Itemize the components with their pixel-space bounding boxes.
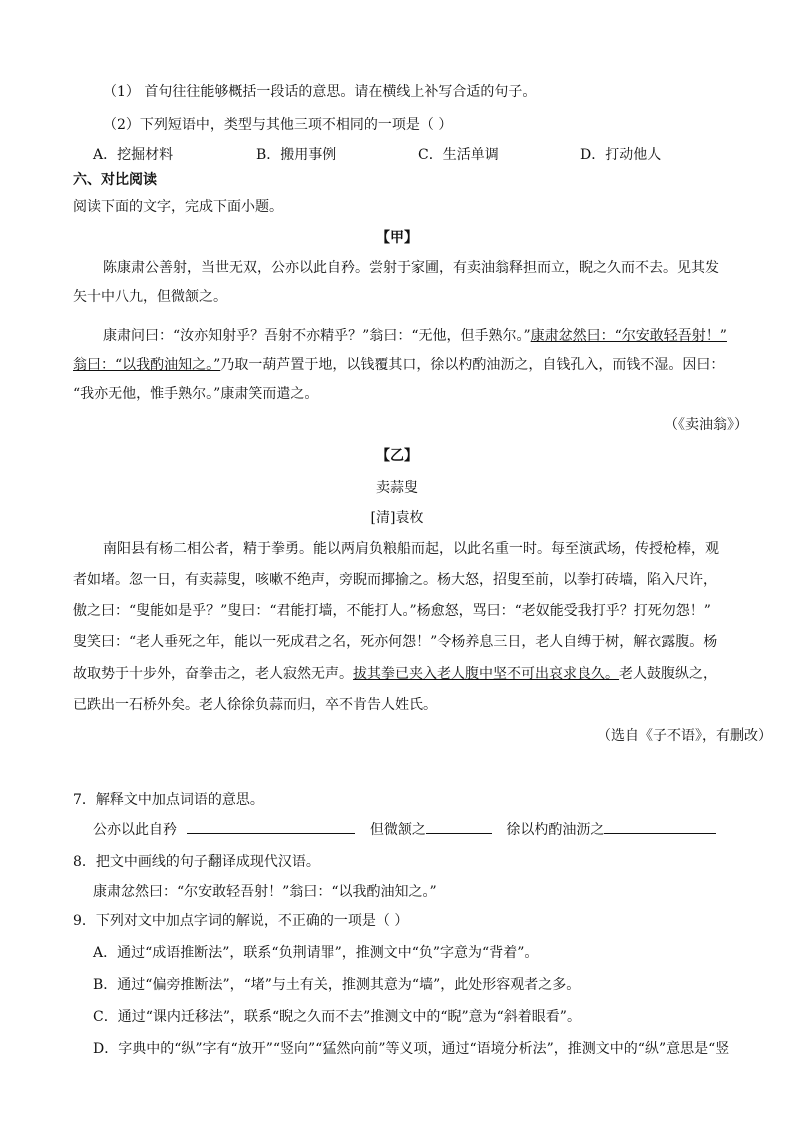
question-1: （1） 首句往往能够概括一段话的意思。请在横线上补写合适的句子。	[103, 84, 537, 100]
question-7: 7．解释文中加点词语的意思。	[73, 792, 264, 808]
question-7-items	[93, 819, 716, 840]
yi-source: （选自《子不语》，有删改）	[597, 728, 772, 744]
jia-p1-line1: 陈康肃公善射，当世无双，公亦以此自矜。尝射于家圃，有卖油翁释担而立，睨之久而不去。见其发	[103, 260, 719, 276]
section-title: 六、对比阅读	[73, 172, 157, 188]
jia-source: （《卖油翁》）	[664, 417, 748, 433]
yi-title: 卖蒜叟	[376, 480, 418, 496]
q9-option-b: B．通过“偏旁推断法”，“堵”与土有关，推测其意为“墙”，此处形容观者之多。	[93, 977, 581, 993]
q7-item-b: 但微颔之	[369, 822, 426, 838]
q7-item-a: 公亦以此自矜	[93, 822, 177, 838]
yi-line6: 已跌出一石桥外矣。老人徐徐负蒜而归，卒不肯告人姓氏。	[73, 697, 437, 713]
q9-option-c: C．通过“课内迁移法”，联系“睨之久而不去”推测文中的“睨”意为“斜着眼看”。	[93, 1009, 581, 1025]
jia-p2-line3: “我亦无他，惟手熟尔。”康肃笑而遣之。	[73, 386, 319, 402]
jia-p1-line2: 矢十中八九，但微颔之。	[73, 289, 227, 305]
question-9: 9．下列对文中加点字词的解说，不正确的一项是（ ）	[73, 913, 409, 929]
q9-option-a: A．通过“成语推断法”，联系“负荆请罪”，推测文中“负”字意为“背着”。	[93, 945, 539, 961]
question-8: 8．把文中画线的句子翻译成现代汉语。	[73, 854, 320, 870]
yi-line4: 叟笑曰：“老人垂死之年，能以一死成君之名，死亦何怨！”令杨养息三日，老人自缚于树，解衣露腹。杨	[73, 634, 718, 650]
passage-yi-label: 【乙】	[376, 448, 418, 464]
passage-jia-label: 【甲】	[376, 230, 418, 246]
answer-blank[interactable]	[426, 819, 492, 834]
jia-p2-line2	[73, 355, 724, 375]
option-c: C．生活单调	[418, 147, 499, 163]
q7-item-c: 徐以杓酌油沥之	[506, 822, 605, 838]
yi-line5	[73, 664, 717, 684]
answer-blank[interactable]	[187, 819, 355, 834]
underlined-sentence: 拔其拳已夹入老人腹中坚不可出哀求良久。	[353, 666, 619, 682]
underlined-sentence: 翁曰：“以我酌油知之。”	[73, 357, 221, 373]
q9-option-d: D．字典中的“纵”字有“放开”“竖向”“猛然向前”等义项，通过“语境分析法”，推测文中的“纵”意思是“竖	[93, 1041, 730, 1057]
yi-line1: 南阳县有杨二相公者，精于拳勇。能以两肩负粮船而起，以此名重一时。每至演武场，传授枪棒，观	[103, 541, 719, 557]
jia-p2-text: 康肃问曰：“汝亦知射乎？吾射不亦精乎？”翁曰：“无他，但手熟尔。”	[103, 328, 531, 344]
yi-author: [清]袁枚	[370, 510, 424, 526]
yi-text: 老人鼓腹纵之，	[619, 666, 717, 682]
underlined-sentence: 康肃忿然曰：“尔安敢轻吾射！”	[530, 328, 727, 344]
jia-p2-text: 乃取一葫芦置于地，以钱覆其口，徐以杓酌油沥之，自钱孔入，而钱不湿。因曰：	[220, 357, 725, 373]
question-8-sentence: 康肃忿然曰：“尔安敢轻吾射！”翁曰：“以我酌油知之。”	[93, 884, 437, 900]
yi-text: 故取势于十步外，奋拳击之，老人寂然无声。	[73, 666, 353, 682]
instruction: 阅读下面的文字，完成下面小题。	[73, 199, 283, 215]
answer-blank[interactable]	[604, 819, 716, 834]
yi-line3: 傲之曰：“叟能如是乎？”叟曰：“君能打墙，不能打人。”杨愈怒，骂曰：“老奴能受我打乎？打死勿怨！”	[73, 603, 711, 619]
option-a: A．挖掘材料	[93, 147, 174, 163]
yi-line2: 者如堵。忽一日，有卖蒜叟，咳嗽不绝声，旁睨而揶揄之。杨大怒，招叟至前，以拳打砖墙，陷入尺许，	[73, 572, 717, 588]
option-d: D．打动他人	[580, 147, 662, 163]
question-2: （2）下列短语中，类型与其他三项不相同的一项是（ ）	[103, 117, 453, 133]
option-b: B．搬用事例	[256, 147, 337, 163]
jia-p2-line1	[103, 326, 727, 346]
